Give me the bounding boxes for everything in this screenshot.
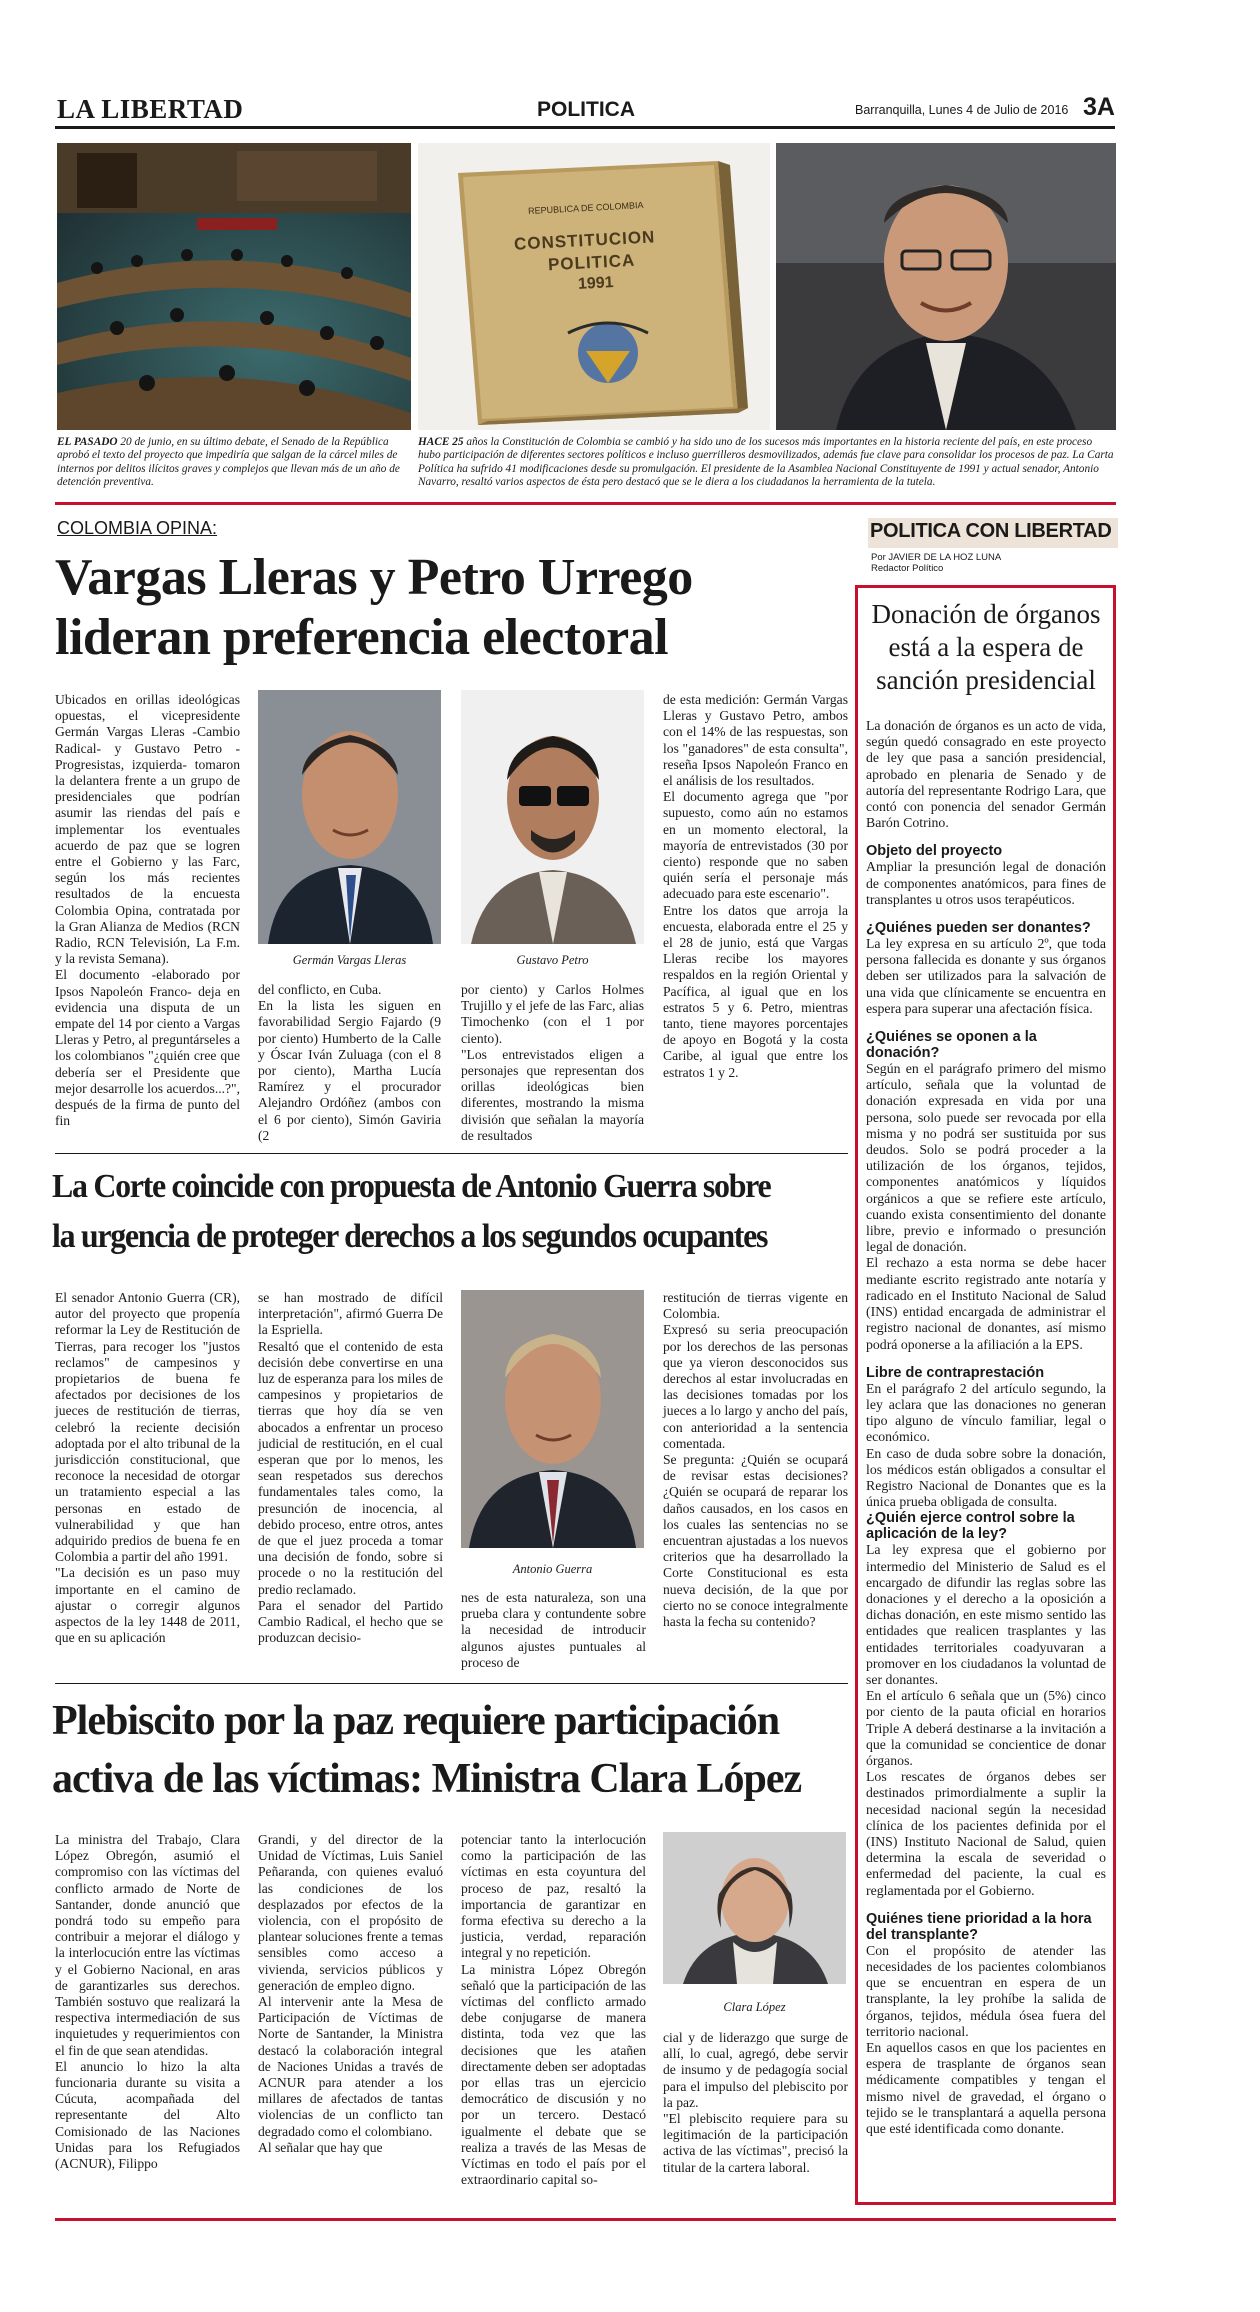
sidebar-subhead: Objeto del proyecto	[866, 843, 1003, 860]
senate-photo	[57, 143, 411, 430]
paragraph: Ampliar la presunción legal de donación de componentes anatómicos, para fines de transplantes u otros usos terapéuticos.	[866, 859, 1106, 907]
paragraph: se han mostrado de difícil interpretación", afirmó Guerra De la Espriella.	[258, 1290, 443, 1338]
headline-line: la urgencia de proteger derechos a los segundos ocupantes	[52, 1218, 768, 1255]
paragraph: potenciar tanto la interlocución como la participación de las víctimas en esta coyuntura del proceso de paz, resaltó la importancia de garantizar en forma efectiva su derecho a la justicia, verdad, reparación integral y no repetición.	[461, 1832, 646, 1961]
paragraph: Para el senador del Partido Cambio Radical, el hecho que se produzcan decisio-	[258, 1597, 443, 1646]
sidebar-column-title: POLITICA CON LIBERTAD	[870, 520, 1112, 542]
article3-col3	[461, 1832, 646, 2188]
book-label-republica: REPUBLICA DE COLOMBIA	[527, 199, 644, 217]
dateline: Barranquilla, Lunes 4 de Julio de 2016	[855, 103, 1069, 117]
clara-caption: Clara López	[723, 2000, 786, 2014]
top-red-rule	[55, 502, 1116, 505]
petro-caption: Gustavo Petro	[516, 953, 589, 967]
article2-col2	[258, 1290, 443, 1646]
vargas-lleras-photo	[258, 690, 441, 944]
paragraph: "La decisión es un paso muy importante en el camino de ajustar o corregir algunos aspectos de la ley 1448 de 2011, que en su aplicación	[55, 1565, 240, 1646]
article2-divider	[55, 1683, 848, 1684]
article2-col4	[663, 1290, 848, 1630]
paragraph: En el parágrafo 2 del artículo segundo, la ley aclara que las donaciones no generan tipo alguno de vínculo familiar, legal o económico.	[866, 1380, 1106, 1445]
headline-line: Plebiscito por la paz requiere participación	[52, 1698, 780, 1744]
article3-col4	[663, 2030, 848, 2176]
book-label-year: 1991	[577, 274, 614, 293]
paragraph: Se pregunta: ¿Quién se ocupará de revisar estas decisiones? ¿Quién se ocupará de reparar los daños causados, en los casos en los cuales las sentencias no se encuentran ajustadas a los nuevos criterios que ha desarrollado la Corte Constitucional es esta nueva decisión, de la que por cierto no se conoce integralmente hasta la fecha su contenido?	[663, 1452, 848, 1630]
paragraph: Según en el parágrafo primero del mismo artículo, señala que la voluntad de donación expresada en vida por una persona, solo puede ser revocada por ella misma y no podrá ser sustituida por sus deudos. Solo se podrá proceder a la utilización de los órganos, tejidos, componentes anatómicos y líquidos orgánicos a que se refiere este artículo, cuando exista consentimiento del donante libre, previo e informado o presunción legal de donación.	[866, 1061, 1106, 1255]
paragraph: "El plebiscito requiere para su legitimación de la participación activa de las víctimas", precisó la titular de la cartera laboral.	[663, 2111, 848, 2175]
sidebar-subhead: ¿Quiénes pueden ser donantes?	[866, 920, 1091, 937]
article1-col2	[258, 982, 441, 1144]
antonio-guerra-photo	[461, 1290, 644, 1548]
article1-col3	[461, 982, 644, 1144]
sidebar-intro: La donación de órganos es un acto de vida, según quedó consagrado en este proyecto de ley que pasa a sanción presidencial, aprobado en plenaria de Senado y de autoría del representante Rodrigo Lara, que contó con ponencia del senador Germán Barón Cotrino.	[866, 718, 1106, 831]
byline-role: Redactor Político	[871, 563, 944, 574]
sidebar-subhead: ¿Quiénes se oponen a la donación?	[866, 1029, 1037, 1062]
paragraph: cial y de liderazgo que surge de allí, lo cual, agregó, debe servir de insumo y de pedagogía social para el impulso del plebiscito por la paz.	[663, 2030, 848, 2110]
constitution-caption	[418, 436, 1116, 489]
article2-col3	[461, 1590, 646, 1671]
article1-divider	[55, 1153, 848, 1154]
book-label-constitucion: CONSTITUCION	[513, 227, 656, 254]
paragraph: Con el propósito de atender las necesidades de los pacientes colombianos que se encuentran en espera de un transplante, la ley prohíbe la salida de órganos, tejidos, médula ósea fuera del territorio nacional.	[866, 1942, 1106, 2039]
article2-headline	[52, 1162, 810, 1262]
headline-line: La Corte coincide con propuesta de Antonio Guerra sobre	[52, 1168, 771, 1205]
byline-name: Por JAVIER DE LA HOZ LUNA	[871, 552, 1002, 563]
bottom-red-rule	[55, 2218, 1116, 2221]
headline-line: Vargas Lleras y Petro Urrego	[55, 549, 693, 606]
masthead	[55, 92, 1115, 126]
caption-lead: HACE 25	[418, 436, 464, 448]
paragraph: Grandi, y del director de la Unidad de Víctimas, Luis Saniel Peñaranda, con quienes evaluó las condiciones de los desplazados por efectos de la violencia, con el propósito de plantear soluciones frente a temas sensibles como acceso a vivienda, servicios públicos y generación de empleo digno.	[258, 1832, 443, 1993]
paragraph: nes de esta naturaleza, son una prueba clara y contundente sobre la necesidad de introducir algunos ajustes puntuales al proceso de	[461, 1590, 646, 1670]
paragraph: En el artículo 6 señala que un (5%) cinco por ciento de la pauta oficial en horarios Triple A deberá destinarse a la invitación a que la comunidad se concientice de donar órganos.	[866, 1688, 1106, 1768]
paragraph: La ministra López Obregón señaló que la participación de las víctimas del conflicto armado debe conjugarse de manera distinta, toda vez que las decisiones que les atañen directamente deben ser adoptadas por ellas tras un ejercicio democrático de discusión y no por un tercero. Destacó igualmente el debate que se realiza a través de las Mesas de Víctimas en todo el país por el extraordinario capital so-	[461, 1961, 646, 2188]
page-number: 3A	[1083, 93, 1115, 121]
paragraph: El senador Antonio Guerra (CR), autor del proyecto que propenía reformar la Ley de Restitución de Tierras, para recoger los "justos reclamos" de campesinos y propietarios de buena fe afectados por decisiones de los jueces de restitución de tierras, celebró la reciente decisión adoptada por el alto tribunal de la jurisdicción constitucional, que reconoce la necesidad de otorgar un tratamiento especial a las personas en estado de vulnerabilidad y que han adquirido predios de buena fe en Colombia a partir del año 1991.	[55, 1290, 240, 1565]
article1-col4	[663, 692, 848, 1081]
article3-headline	[52, 1692, 862, 1808]
sidebar-subhead: Quiénes tiene prioridad a la hora del transplante?	[866, 1910, 1092, 1943]
paragraph: del conflicto, en Cuba.	[258, 982, 382, 997]
headline-line: lideran preferencia electoral	[55, 609, 669, 666]
vargas-caption: Germán Vargas Lleras	[292, 953, 407, 967]
sidebar-body	[866, 718, 1106, 2137]
paragraph: Expresó su seria preocupación por los derechos de las personas que ya vieron desconocidos sus derechos al estar involucradas en las decisiones tomadas por los jueces a lo largo y ancho del país, con anterioridad a la sentencia comentada.	[663, 1322, 848, 1451]
sidebar-subhead: Libre de contraprestación	[866, 1364, 1045, 1381]
gustavo-petro-photo	[461, 690, 644, 944]
paragraph: El documento -elaborado por Ipsos Napoleón Franco- deja en evidencia una disputa de un empate del 14 por ciento a Vargas Lleras y Petro, al preguntárseles a los colombianos "¿quién cree que debería ser el Presidente que mejor desarrolle los acuerdos...?", después de la firma de punto del fin	[55, 967, 240, 1129]
paragraph: El anuncio lo hizo la alta funcionaria durante su visita a Cúcuta, acompañada del representante del Alto Comisionado de las Naciones Unidas para los Refugiados (ACNUR), Filippo	[55, 2058, 240, 2172]
paragraph: El rechazo a esta norma se debe hacer mediante escrito registrado ante notaría y radicado en el Instituto Nacional de Salud (INS) entidad encargada de administrar el registro nacional de donantes, así mismo podrá oponerse a la afiliación a la EPS.	[866, 1255, 1106, 1352]
caption-text: 20 de junio, en su último debate, el Senado de la República aprobó el texto del proyecto que impediría que salgan de la cárcel miles de internos por delitos ilícitos graves y complejos que llevan más de un año de detención preventiva.	[57, 436, 400, 488]
book-label-politica: POLITICA	[547, 250, 636, 275]
article1-kicker: COLOMBIA OPINA:	[57, 518, 218, 538]
paragraph: En caso de duda sobre sobre la donación, los médicos están obligados a consultar el Registro Nacional de Donantes que es la única prueba obligada de consulta.	[866, 1445, 1106, 1510]
paragraph: Ubicados en orillas ideológicas opuestas, el vicepresidente Germán Vargas Lleras -Cambio Radical- y Gustavo Petro -Progresistas, izquierda- tomaron la delantera frente a un grupo de presidenciales que podrían asumir las riendas del país e implementar los eventuales acuerdo de paz que se logren entre el Gobierno y las Farc, según los más recientes resultados de la encuesta Colombia Opina, contratada por la Gran Alianza de Medios (RCN Radio, RCN Televisión, La F.m. y la revista Semana).	[55, 692, 240, 967]
guerra-caption: Antonio Guerra	[512, 1562, 593, 1576]
caption-text: años la Constitución de Colombia se cambió y ha sido uno de los sucesos más importantes en la historia reciente del país, en este proceso hubo participación de diferentes sectores políticos e incluso guerrilleros desmovilizados, además fue clave para consolidar los procesos de paz. La Carta Política ha sufrido 41 modificaciones desde su promulgación. El presidente de la Asamblea Nacional Constituyente de 1991 y actual senador, Antonio Navarro, resaltó varios aspectos de ésta pero destacó que se le diera a los ciudadanos la herramienta de la tutela.	[418, 436, 1114, 488]
paragraph: La ministra del Trabajo, Clara López Obregón, asumió el compromiso con las víctimas del conflicto armado de Norte de Santander, donde anunció que pondrá todo su empeño para contribuir a mejorar el diálogo y la interlocución entre las víctimas y el Gobierno Nacional, en aras de garantizarles sus derechos. También sostuvo que realizará la respectiva intermediación de sus inquietudes y requerimientos con el fin de que sean atendidas.	[55, 1832, 240, 2058]
paragraph: En la lista les siguen en favorabilidad Sergio Fajardo (9 por ciento) Humberto de la Calle y Óscar Iván Zuluaga (con el 8 por ciento), Martha Lucía Ramírez y el procurador Alejandro Ordóñez (ambos con el 6 por ciento), Simón Gaviria (2	[258, 998, 441, 1143]
senate-caption	[57, 436, 413, 489]
article3-col2	[258, 1832, 443, 2156]
article3-col1	[55, 1832, 240, 2172]
paper-name: LA LIBERTAD	[57, 94, 244, 124]
paragraph: Al señalar que hay que	[258, 2139, 383, 2155]
sidebar-headline: Donación de órganos está a la espera de sanción presidencial	[871, 599, 1101, 695]
paragraph: La ley expresa que el gobierno por intermedio del Ministerio de Salud es el encargado de difundir las reglas sobre las donaciones y el derecho a la oposición a dichas donación, en este mismo sentido las entidades que realicen trasplantes y las entidades territoriales coadyuvaran a promover en los ciudadanos la voluntad de ser donantes.	[866, 1542, 1106, 1687]
caption-lead: EL PASADO	[57, 436, 118, 448]
constitution-book-photo	[418, 143, 770, 430]
paragraph: Resaltó que el contenido de esta decisión debe convertirse en una luz de esperanza para los miles de campesinos y propietarios de tierras que hoy día se ven abocados a enfrentar un proceso judicial de restitución, en el cual esperan que por lo menos, les sean respetados sus derechos fundamentales tales como, la presunción de inocencia, al debido proceso, entre otros, antes de que el juez proceda a tomar una decisión de fondo, sobre si procede o no la restitución del predio reclamado.	[258, 1338, 443, 1597]
navarro-photo	[776, 143, 1116, 430]
masthead-rule	[55, 126, 1115, 129]
sidebar-byline	[871, 552, 1001, 574]
clara-lopez-photo	[663, 1832, 846, 1984]
paragraph: Los rescates de órganos debes ser destinados primordialmente a suplir la necesidad nacional según la necesidad clínica de los pacientes definida por el (INS) Instituto Nacional de Salud, quien determina la escala de severidad o enfermedad del paciente, la cual es reglamentada por el Gobierno.	[866, 1769, 1106, 1898]
paragraph: restitución de tierras vigente en Colombia.	[663, 1290, 848, 1322]
paragraph: Al intervenir ante la Mesa de Participación de Víctimas de Norte de Santander, la Ministra destacó la colaboración integral de Naciones Unidas a través de ACNUR para atender a los millares de afectados de tantas violencias de un conflicto tan degradado como el colombiano.	[258, 1994, 443, 2139]
paragraph: El documento agrega que "por supuesto, como aún no estamos en un momento electoral, la mayoría de entrevistados (30 por ciento) responde que no saben quién sería el personaje más adecuado para este escenario".	[663, 789, 848, 902]
paragraph: La ley expresa en su artículo 2º, que toda persona fallecida es donante y sus órganos deben ser utilizados para la salvación de una vida que clínicamente se encuentra en espera para superar una afectación física.	[866, 936, 1106, 1016]
paragraph: de esta medición: Germán Vargas Lleras y Gustavo Petro, ambos con el 14% de las respuestas, son los "ganadores" de esta consulta", reseña Ipsos Napoleón Franco en el análisis de los resultados.	[663, 692, 848, 789]
section-name: POLITICA	[537, 98, 635, 121]
article1-headline	[55, 548, 855, 668]
article2-col1	[55, 1290, 240, 1646]
paragraph: por ciento) y Carlos Holmes Trujillo y el jefe de las Farc, alias Timochenko (con el 1 por ciento).	[461, 982, 644, 1046]
paragraph: Entre los datos que arroja la encuesta, elaborada entre el 25 y el 28 de junio, está que Vargas Lleras recibe los mayores respaldos en la región Oriental y Pacífica, al igual que en los estratos 5 y 6. Petro, mientras tanto, tiene mayores porcentajes de apoyo en Bogotá y la costa Caribe, al igual que entre los estratos 1 y 2.	[663, 902, 848, 1080]
sidebar-subhead: ¿Quién ejerce control sobre la aplicación de la ley?	[866, 1510, 1075, 1543]
paragraph: "Los entrevistados eligen a personajes que representan dos orillas ideológicas bien diferentes, mostrando la misma división que señalan la mayoría de resultados	[461, 1046, 644, 1143]
headline-line: activa de las víctimas: Ministra Clara López	[52, 1756, 802, 1802]
paragraph: En aquellos casos en que los pacientes en espera de trasplante de órganos sean médicamente compatibles y tengan el mismo nivel de gravedad, el órgano o tejido se le transplantará a aquella persona que esté identificada como donante.	[866, 2040, 1106, 2137]
article1-col1	[55, 692, 240, 1129]
